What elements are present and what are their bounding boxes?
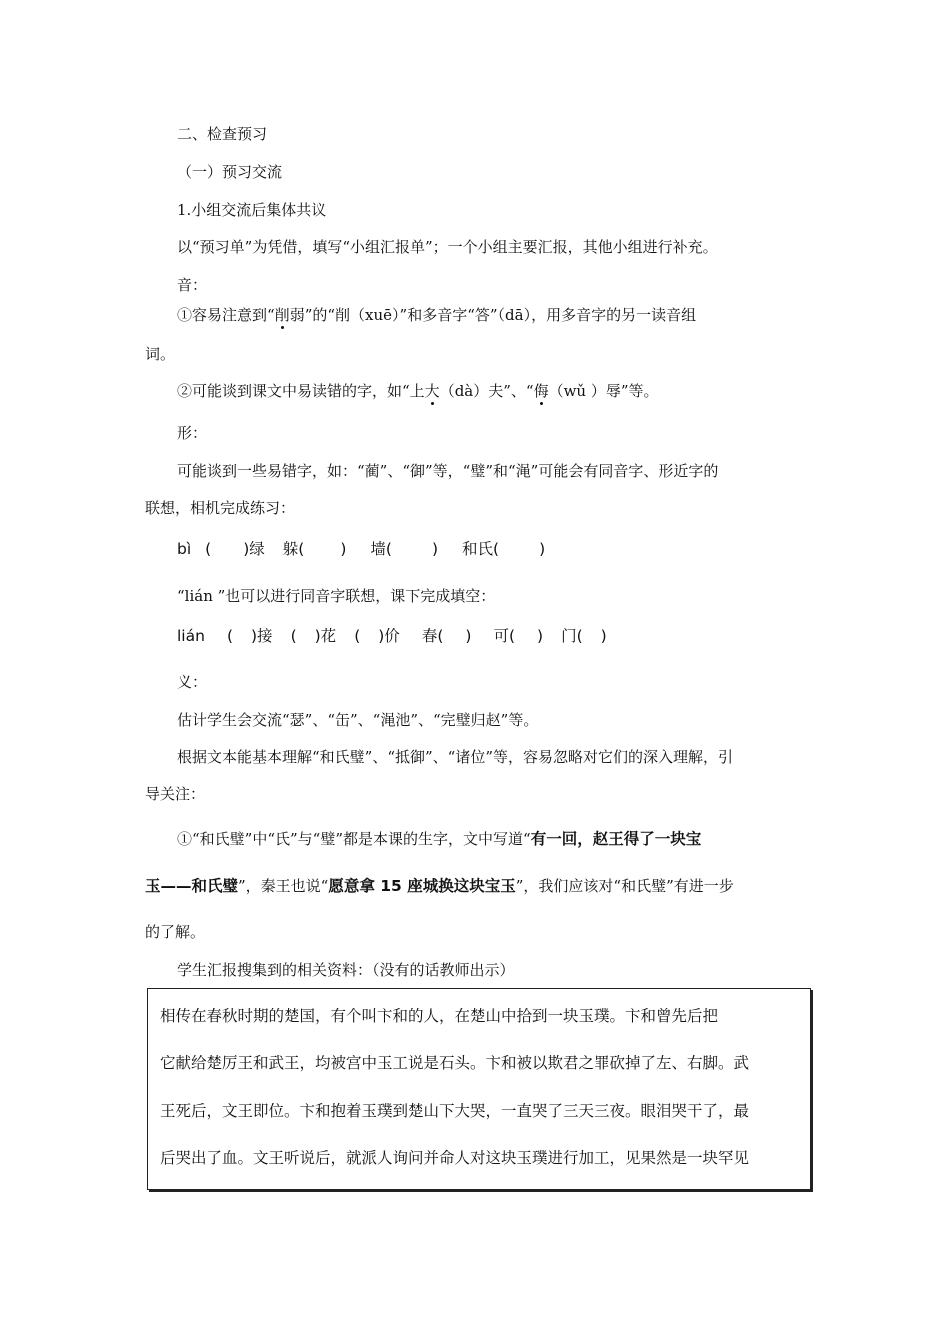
quote-paragraph-2: 玉——和氏璧”，秦王也说“愿意拿 15 座城换这块宝玉”，我们应该对“和氏璧”有进一步 [145, 877, 734, 895]
emphasis-dot-char: 侮 [533, 382, 549, 400]
item-heading: 1.小组交流后集体共议 [177, 201, 327, 219]
pronunciation-line-1: ①容易注意到“削弱”的“削（xuē）”和多音字“答”（dā），用多音字的另一读音组 [177, 306, 697, 324]
quote-paragraph-1: ①“和氏璧”中“氏”与“璧”都是本课的生字，文中写道“有一回，赵王得了一块宝 [177, 830, 702, 848]
box-line: 它献给楚厉王和武王，均被宫中玉工说是石头。卞和被以欺君之罪砍掉了左、右脚。武 [160, 1054, 750, 1072]
subsection-heading: （一）预习交流 [177, 163, 283, 181]
section-heading: 二、检查预习 [177, 125, 268, 143]
reference-material-box [147, 988, 811, 1190]
meaning-paragraph-2: 根据文本能基本理解“和氏璧”、“抵御”、“诸位”等，容易忽略对它们的深入理解，引 [177, 748, 734, 766]
pronunciation-line-1-cont: 词。 [145, 345, 176, 363]
form-heading: 形： [177, 424, 208, 442]
bi-exercise: bì ( )绿 躲( ) 墙( ) 和氏( ) [177, 540, 546, 558]
meaning-paragraph-2-cont: 导关注： [145, 785, 206, 803]
lian-exercise: lián ( )接 ( )花 ( )价 春( ) 可( ) 门( ) [177, 627, 607, 645]
pronunciation-heading: 音： [177, 276, 208, 294]
quote-paragraph-3: 的了解。 [145, 923, 206, 941]
emphasis-dot-char: 削 [274, 306, 290, 324]
collect-paragraph: 学生汇报搜集到的相关资料：（没有的话教师出示） [177, 961, 515, 979]
box-line: 相传在春秋时期的楚国，有个叫卞和的人，在楚山中拾到一块玉璞。卞和曾先后把 [160, 1007, 719, 1025]
form-paragraph-2: 联想，相机完成练习： [145, 499, 296, 517]
box-line: 后哭出了血。文王听说后，就派人询问并命人对这块玉璞进行加工，见果然是一块罕见 [160, 1149, 750, 1167]
meaning-heading: 义： [177, 673, 208, 691]
form-paragraph-1: 可能谈到一些易错字，如：“蔺”、“御”等，“璧”和“渑”可能会有同音字、形近字的 [177, 462, 719, 480]
meaning-paragraph-1: 估计学生会交流“瑟”、“缶”、“渑池”、“完璧归赵”等。 [177, 711, 539, 729]
emphasis-dot-char: 大 [424, 382, 440, 400]
lian-instruction: “lián ”也可以进行同音字联想，课下完成填空： [177, 587, 496, 605]
pronunciation-line-2: ②可能谈到课文中易读错的字，如“上大（dà）夫”、“侮（wǔ ）辱”等。 [177, 382, 659, 400]
box-line: 王死后，文王即位。卞和抱着玉璞到楚山下大哭，一直哭了三天三夜。眼泪哭干了，最 [160, 1102, 750, 1120]
intro-paragraph: 以“预习单”为凭借，填写“小组汇报单”；一个小组主要汇报，其他小组进行补充。 [177, 238, 718, 256]
